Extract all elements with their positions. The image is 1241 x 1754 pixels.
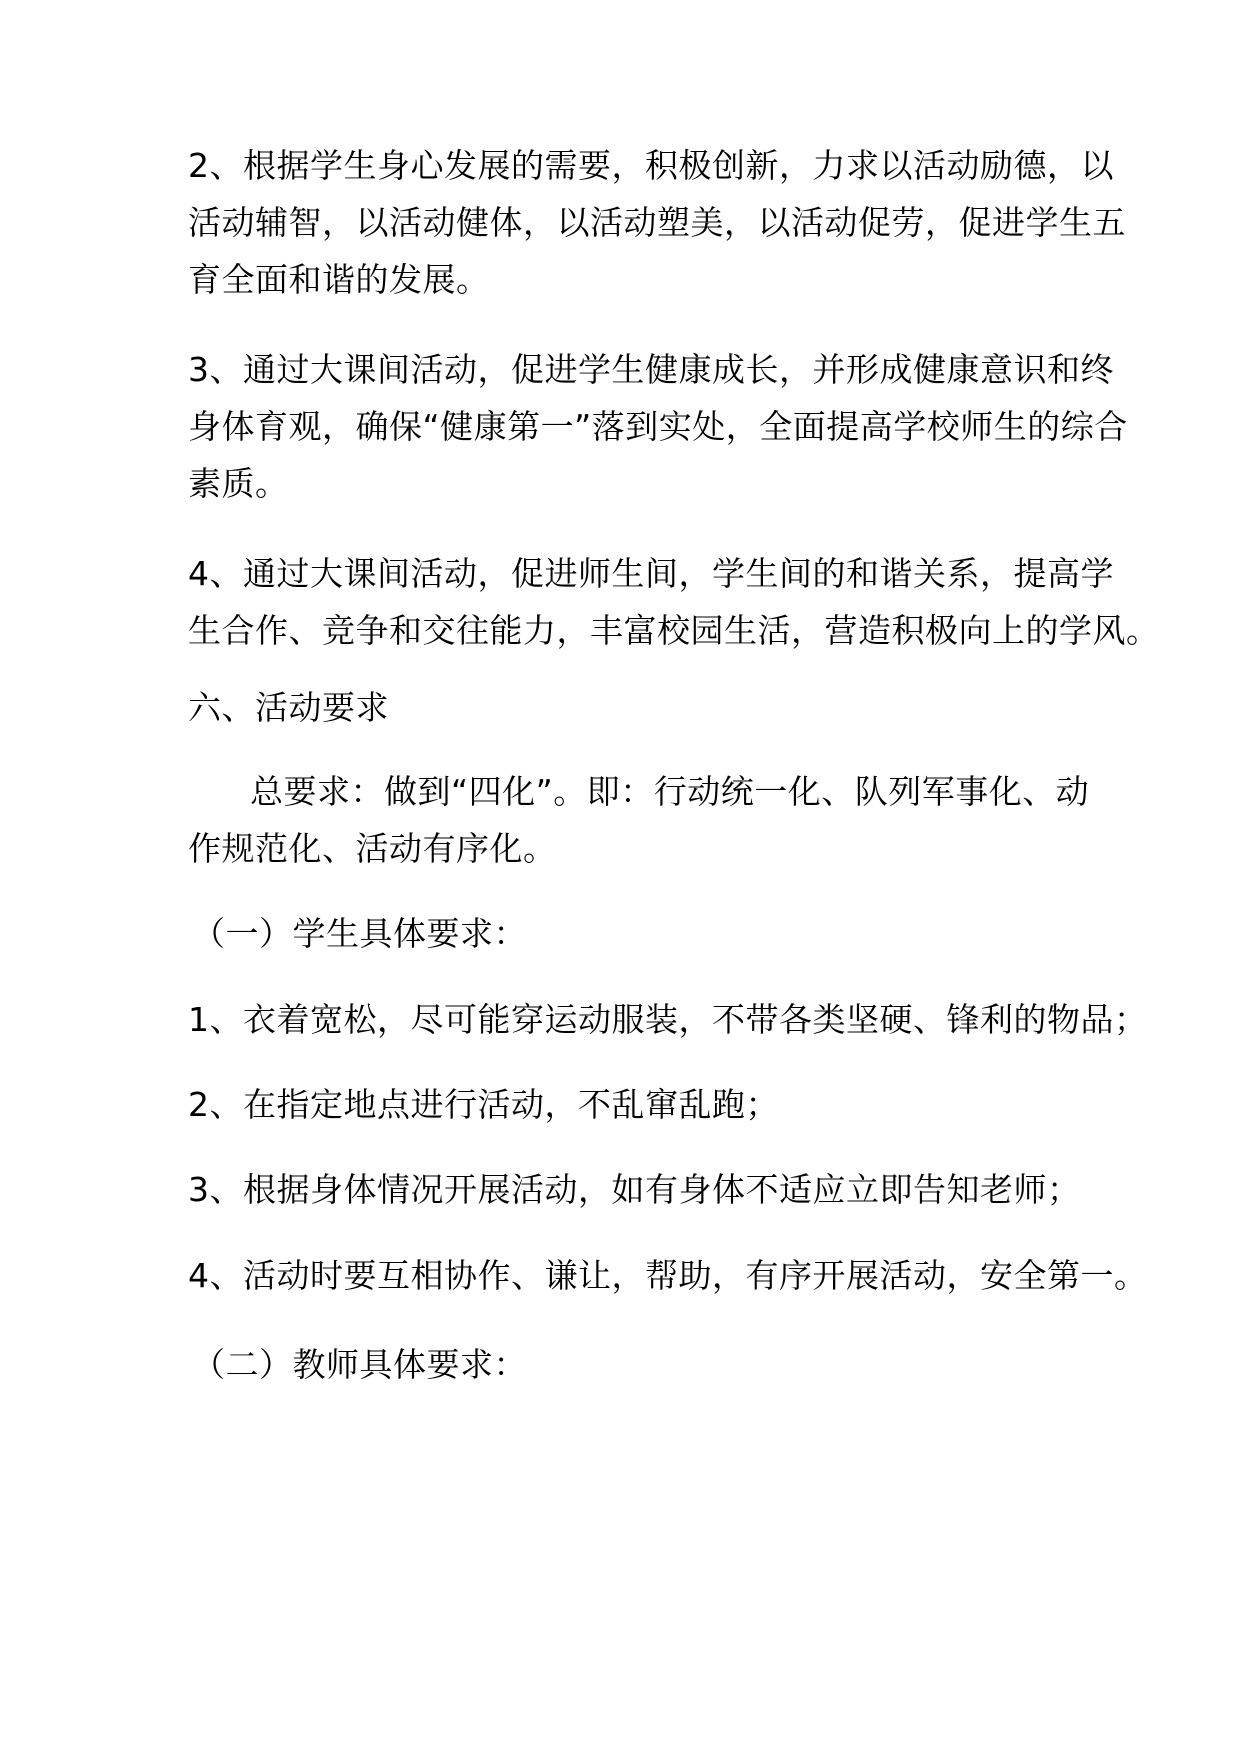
paragraph-3-line-2: 身体育观，确保“健康第一”落到实处，全面提高学校师生的综合 — [188, 407, 1128, 446]
student-requirement-item-3: 3、根据身体情况开展活动，如有身体不适应立即告知老师； — [188, 1170, 1081, 1209]
paragraph-2-line-1: 2、根据学生身心发展的需要，积极创新，力求以活动励德，以 — [188, 146, 1114, 185]
paragraph-3-line-1: 3、通过大课间活动，促进学生健康成长，并形成健康意识和终 — [188, 350, 1114, 389]
student-requirements-title: （一）学生具体要求： — [192, 914, 527, 953]
general-requirement-line-2: 作规范化、活动有序化。 — [188, 829, 557, 868]
student-requirement-item-2: 2、在指定地点进行活动，不乱窜乱跑； — [188, 1085, 779, 1124]
student-requirement-item-1: 1、衣着宽松，尽可能穿运动服装，不带各类坚硬、锋利的物品； — [188, 1000, 1148, 1039]
paragraph-2-line-2: 活动辅智，以活动健体，以活动塑美，以活动促劳，促进学生五 — [188, 203, 1126, 242]
teacher-requirements-title: （二）教师具体要求： — [192, 1345, 527, 1384]
student-requirement-item-4: 4、活动时要互相协作、谦让，帮助，有序开展活动，安全第一。 — [188, 1256, 1148, 1295]
section-six-title: 六、活动要求 — [188, 688, 389, 727]
paragraph-3-line-3: 素质。 — [188, 464, 289, 503]
paragraph-4-line-2: 生合作、竞争和交往能力，丰富校园生活，营造积极向上的学风。 — [188, 611, 1160, 650]
paragraph-2-line-3: 育全面和谐的发展。 — [188, 260, 490, 299]
paragraph-4-line-1: 4、通过大课间活动，促进师生间，学生间的和谐关系，提高学 — [188, 554, 1114, 593]
general-requirement-line-1: 总要求：做到“四化”。即：行动统一化、队列军事化、动 — [250, 772, 1090, 811]
